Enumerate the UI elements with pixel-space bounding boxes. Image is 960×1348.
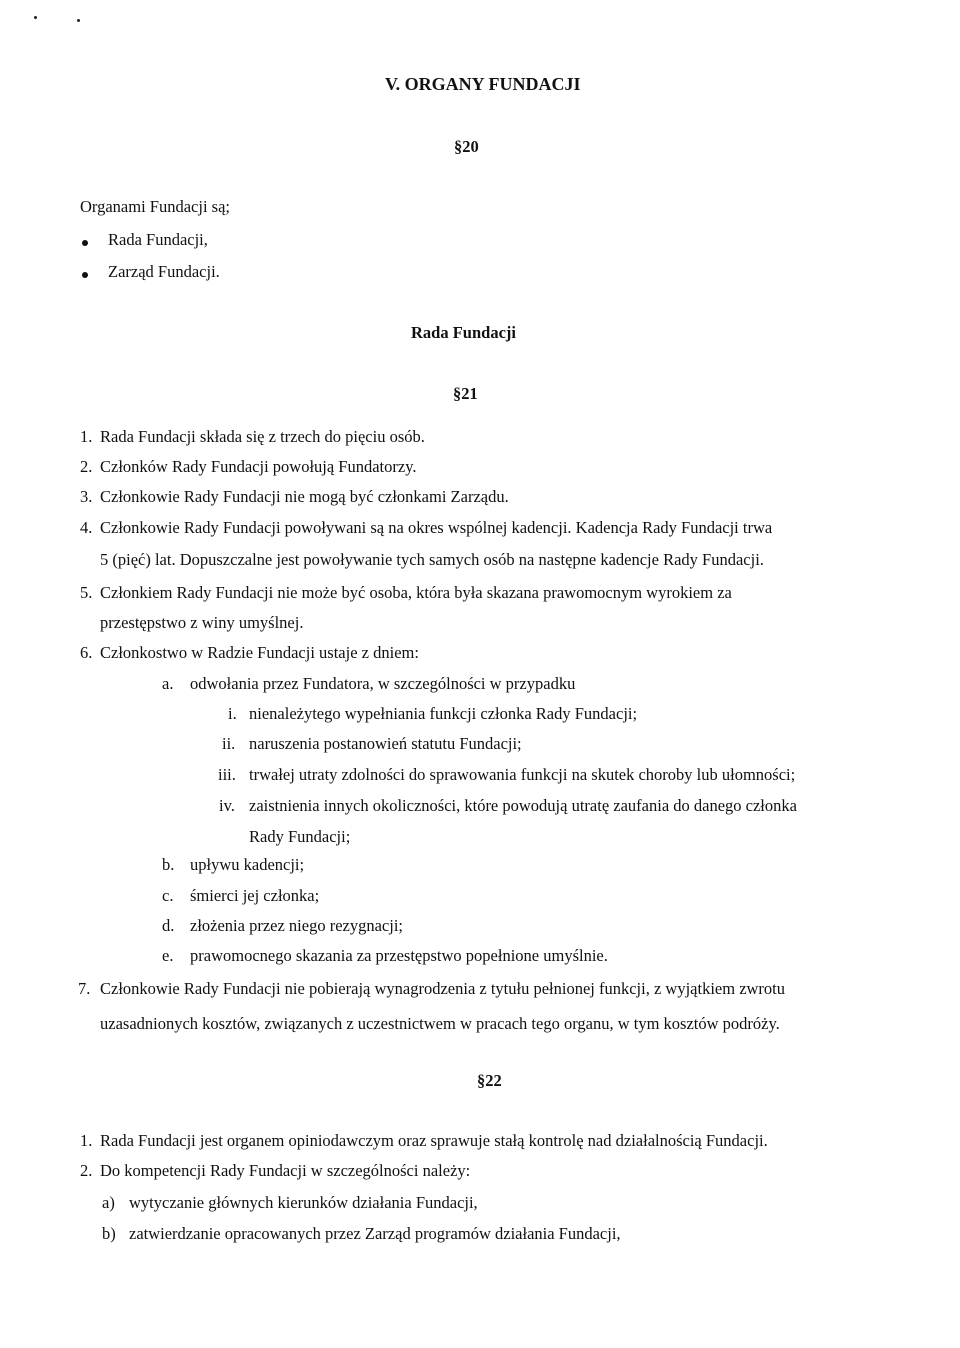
s21-item-1: Rada Fundacji składa się z trzech do pięciu osób. <box>100 427 425 446</box>
s20-bullet-2: Zarząd Fundacji. <box>108 262 220 281</box>
s21-item-4-num: 4. <box>80 518 93 537</box>
scan-speck <box>77 19 80 22</box>
s21-item-5-num: 5. <box>80 583 93 602</box>
roman-ii-label: ii. <box>222 734 236 753</box>
rada-heading: Rada Fundacji <box>411 323 516 342</box>
section-21-heading: §21 <box>453 384 478 403</box>
roman-iii-text: trwałej utraty zdolności do sprawowania funkcji na skutek choroby lub ułomności; <box>249 765 796 784</box>
section-22-heading: §22 <box>477 1071 502 1090</box>
s20-intro: Organami Fundacji są; <box>80 197 230 216</box>
sub-a-label: a. <box>162 674 174 693</box>
sub-d-label: d. <box>162 916 175 935</box>
s22-item-2: Do kompetencji Rady Fundacji w szczególności należy: <box>100 1161 471 1180</box>
s21-item-5-line1: Członkiem Rady Fundacji nie może być osoba, która była skazana prawomocnym wyrokiem za <box>100 583 732 602</box>
s22-sub-b-text: zatwierdzanie opracowanych przez Zarząd programów działania Fundacji, <box>129 1224 621 1243</box>
sub-c-label: c. <box>162 886 174 905</box>
sub-a-text: odwołania przez Fundatora, w szczególności w przypadku <box>190 674 576 693</box>
s21-item-4-line1: Członkowie Rady Fundacji powoływani są na okres wspólnej kadencji. Kadencja Rady Fundacji trwa <box>100 518 773 537</box>
s22-sub-a-label: a) <box>102 1193 115 1212</box>
s22-item-2-num: 2. <box>80 1161 93 1180</box>
section-20-heading: §20 <box>454 137 479 156</box>
s21-item-7-line1: Członkowie Rady Fundacji nie pobierają wynagrodzenia z tytułu pełnionej funkcji, z wyjątkiem zwrotu <box>100 979 786 998</box>
s21-item-6-num: 6. <box>80 643 93 662</box>
s21-item-4-line2: 5 (pięć) lat. Dopuszczalne jest powoływanie tych samych osób na następne kadencje Rady Fundacji. <box>100 550 764 569</box>
s22-sub-a-text: wytyczanie głównych kierunków działania Fundacji, <box>129 1193 478 1212</box>
s21-item-3-num: 3. <box>80 487 93 506</box>
s21-item-7-num: 7. <box>78 979 91 998</box>
bullet-icon <box>82 240 88 246</box>
s21-item-1-num: 1. <box>80 427 93 446</box>
chapter-title: V. ORGANY FUNDACJI <box>385 74 581 94</box>
s21-item-2: Członków Rady Fundacji powołują Fundatorzy. <box>100 457 417 476</box>
sub-e-label: e. <box>162 946 174 965</box>
s22-item-1-num: 1. <box>80 1131 93 1150</box>
s22-sub-b-label: b) <box>102 1224 116 1243</box>
roman-iv-line1: zaistnienia innych okoliczności, które powodują utratę zaufania do danego członka <box>249 796 797 815</box>
scan-speck <box>34 16 37 19</box>
roman-iv-label: iv. <box>219 796 235 815</box>
s21-item-5-line2: przestępstwo z winy umyślnej. <box>100 613 304 632</box>
s22-item-1: Rada Fundacji jest organem opiniodawczym oraz sprawuje stałą kontrolę nad działalnością Fundacji. <box>100 1131 768 1150</box>
s20-bullet-1: Rada Fundacji, <box>108 230 208 249</box>
roman-iii-label: iii. <box>218 765 236 784</box>
sub-c-text: śmierci jej członka; <box>190 886 320 905</box>
sub-b-text: upływu kadencji; <box>190 855 305 874</box>
roman-i-text: nienależytego wypełniania funkcji członka Rady Fundacji; <box>249 704 638 723</box>
roman-i-label: i. <box>228 704 237 723</box>
sub-b-label: b. <box>162 855 175 874</box>
roman-iv-line2: Rady Fundacji; <box>249 827 351 846</box>
s21-item-6: Członkostwo w Radzie Fundacji ustaje z dniem: <box>100 643 419 662</box>
s21-item-7-line2: uzasadnionych kosztów, związanych z uczestnictwem w pracach tego organu, w tym kosztów podróży. <box>100 1014 780 1033</box>
bullet-icon <box>82 272 88 278</box>
sub-d-text: złożenia przez niego rezygnacji; <box>190 916 404 935</box>
roman-ii-text: naruszenia postanowień statutu Fundacji; <box>249 734 522 753</box>
s21-item-2-num: 2. <box>80 457 93 476</box>
s21-item-3: Członkowie Rady Fundacji nie mogą być członkami Zarządu. <box>100 487 509 506</box>
sub-e-text: prawomocnego skazania za przestępstwo popełnione umyślnie. <box>190 946 608 965</box>
